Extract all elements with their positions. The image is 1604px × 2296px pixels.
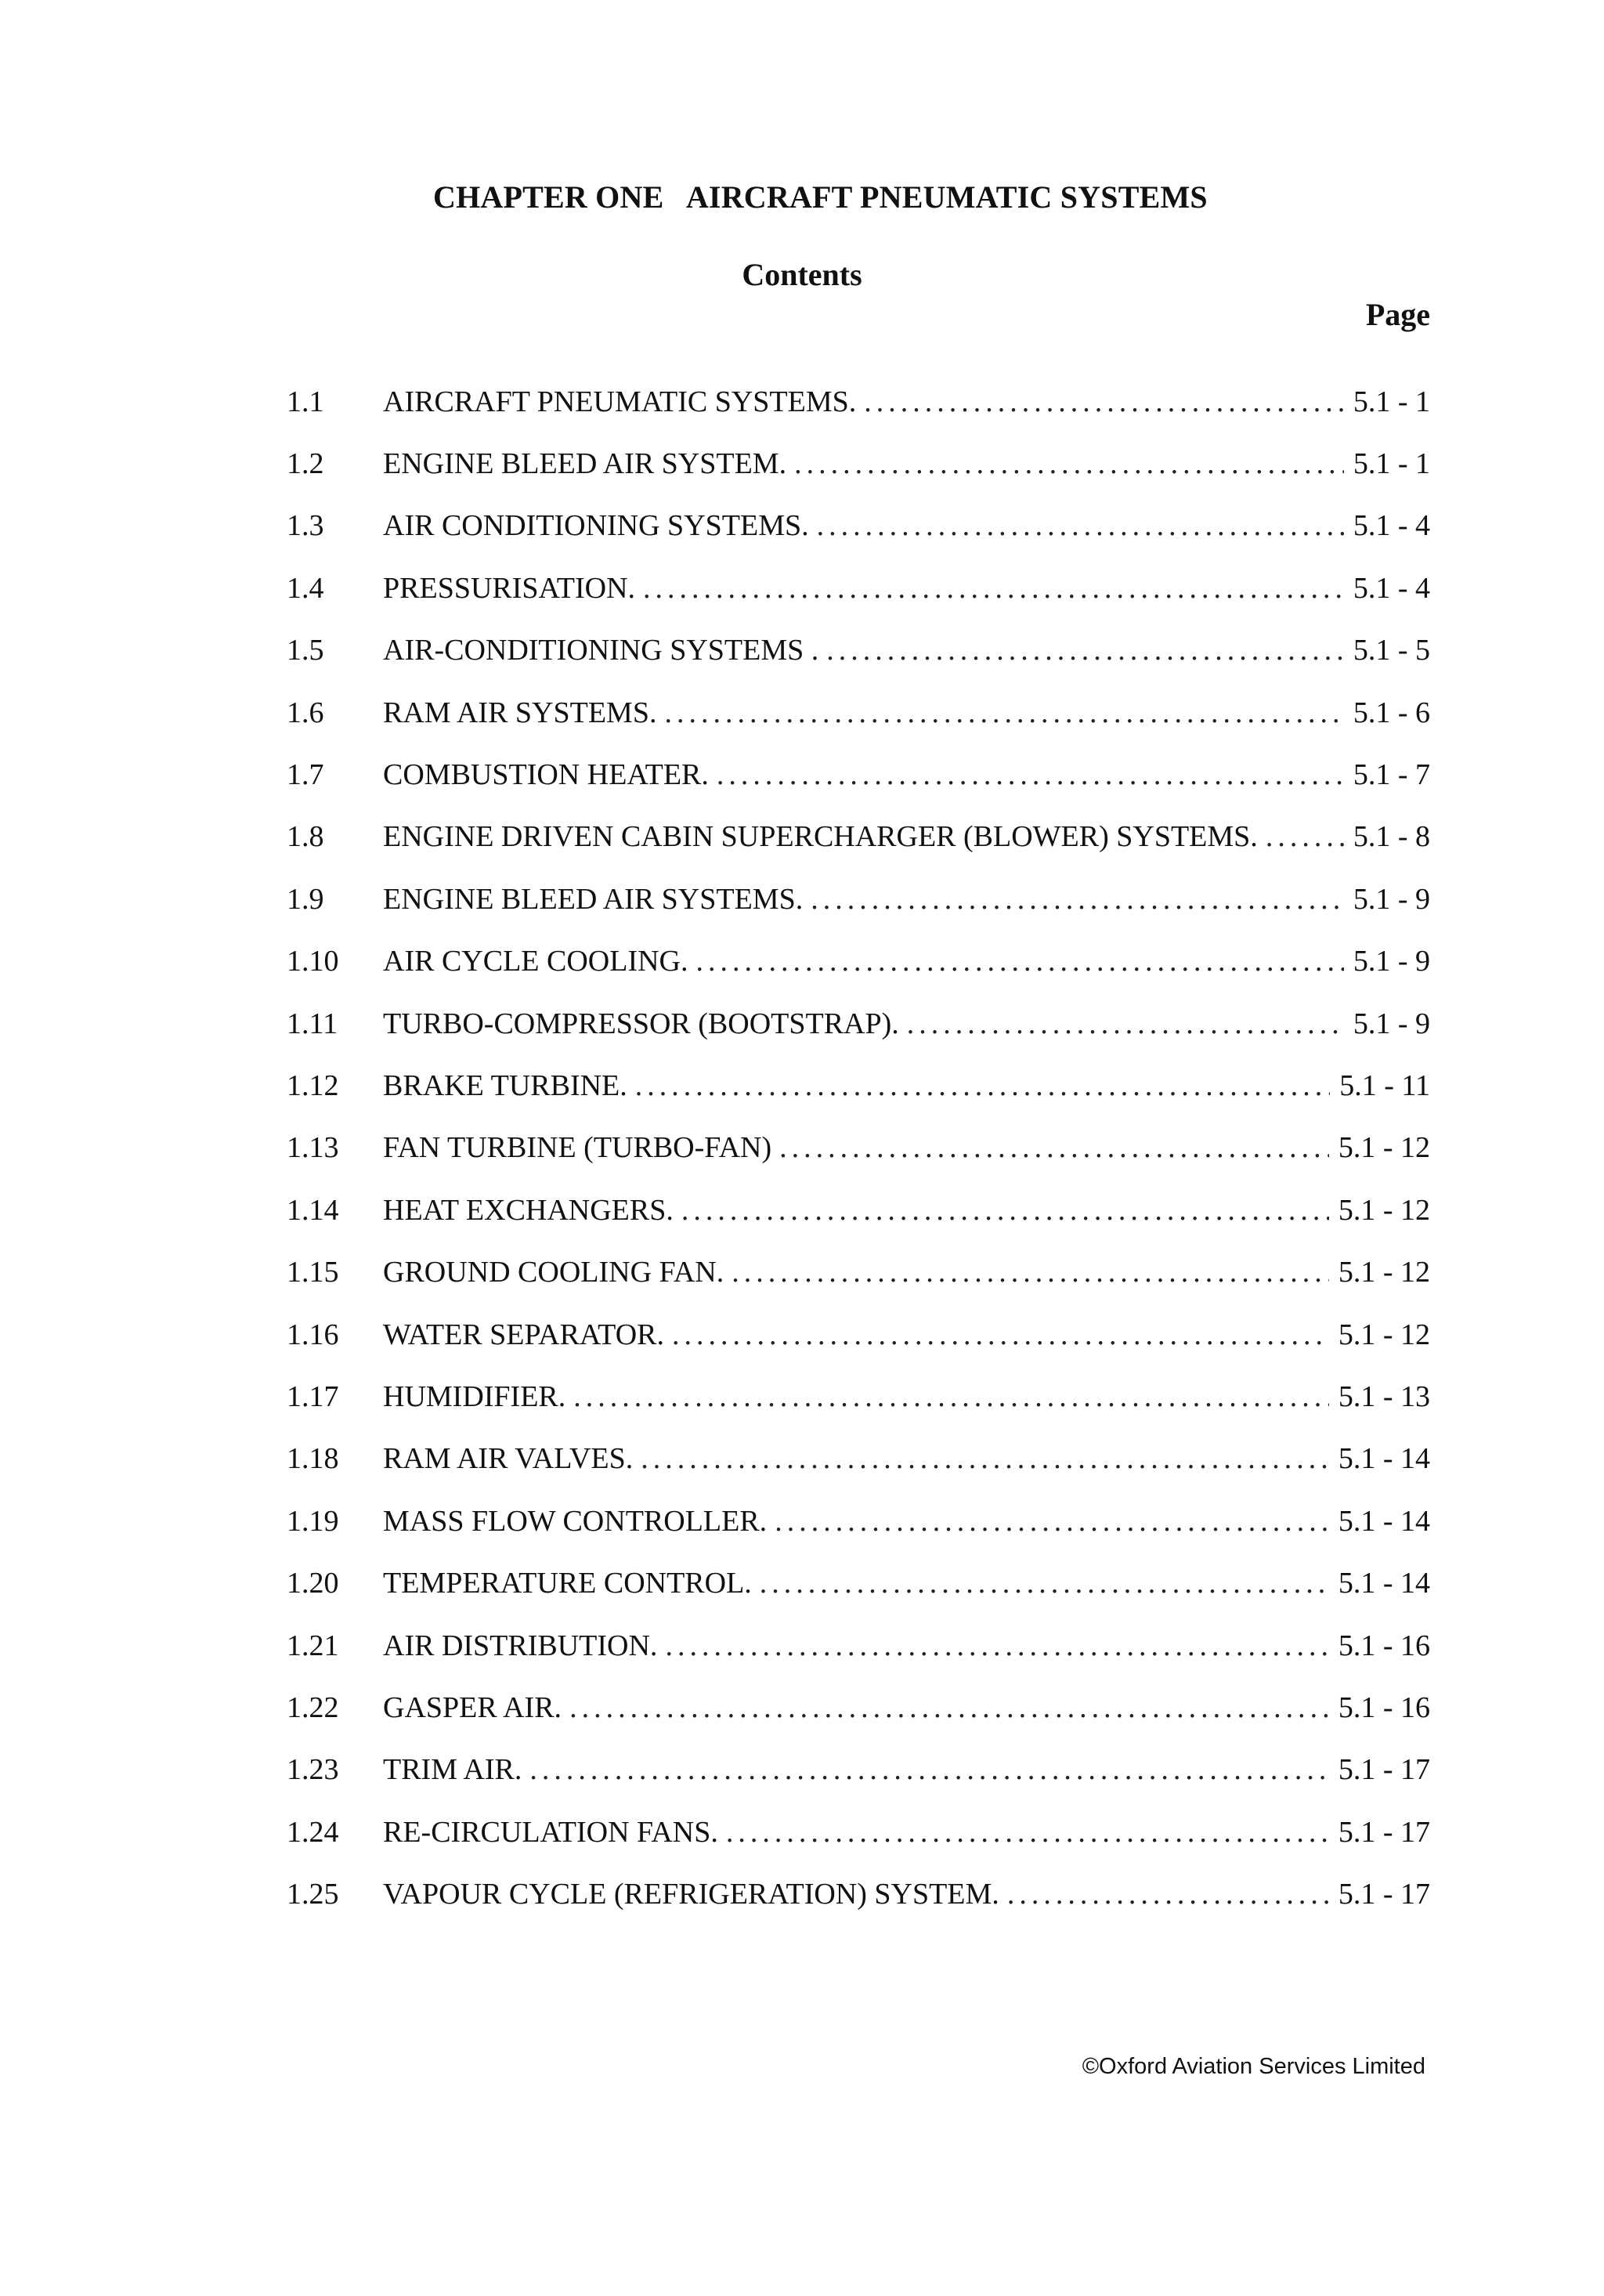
- toc-dot-leader: [665, 1629, 1328, 1663]
- toc-entry: [287, 931, 1430, 993]
- page-column-heading: Page: [1365, 297, 1430, 332]
- toc-entry: [287, 1117, 1430, 1179]
- toc-section-title: PRESSURISATION.: [383, 571, 636, 605]
- toc-section-number: 1.11: [287, 1007, 338, 1040]
- toc-page-number: 5.1 - 16: [1338, 1690, 1430, 1724]
- toc-dot-leader: [732, 1255, 1329, 1289]
- toc-section-title: ENGINE BLEED AIR SYSTEMS.: [383, 882, 804, 916]
- toc-section-title: HUMIDIFIER.: [383, 1379, 566, 1413]
- toc-entry: [287, 1365, 1430, 1427]
- toc-entry: [287, 1863, 1430, 1925]
- toc-page-number: 5.1 - 9: [1353, 882, 1430, 916]
- toc-entry: [287, 1614, 1430, 1676]
- toc-section-number: 1.14: [287, 1193, 339, 1227]
- toc-entry: [287, 432, 1430, 494]
- toc-page-number: 5.1 - 16: [1338, 1629, 1430, 1662]
- toc-entry: [287, 682, 1430, 743]
- toc-page-number: 5.1 - 4: [1353, 571, 1430, 605]
- toc-entry: [287, 1490, 1430, 1552]
- toc-section-number: 1.10: [287, 945, 339, 978]
- toc-page-number: 5.1 - 1: [1353, 385, 1430, 418]
- toc-entry: [287, 806, 1430, 868]
- toc-section-number: 1.13: [287, 1131, 339, 1165]
- toc-section-number: 1.16: [287, 1318, 339, 1351]
- toc-section-number: 1.2: [287, 447, 324, 481]
- toc-page-number: 5.1 - 12: [1338, 1318, 1430, 1351]
- toc-section-number: 1.19: [287, 1504, 339, 1538]
- toc-dot-leader: [726, 1815, 1329, 1849]
- toc-section-number: 1.23: [287, 1753, 339, 1787]
- toc-section-title: RE-CIRCULATION FANS.: [383, 1815, 718, 1849]
- toc-section-title: BRAKE TURBINE.: [383, 1068, 627, 1102]
- toc-section-number: 1.24: [287, 1815, 339, 1849]
- toc-section-number: 1.6: [287, 696, 324, 729]
- toc-dot-leader: [695, 944, 1343, 978]
- toc-dot-leader: [717, 757, 1344, 792]
- toc-entry: [287, 495, 1430, 557]
- toc-page-number: 5.1 - 17: [1338, 1815, 1430, 1849]
- toc-section-number: 1.4: [287, 571, 324, 605]
- toc-section-title: VAPOUR CYCLE (REFRIGERATION) SYSTEM.: [383, 1878, 999, 1911]
- toc-page-number: 5.1 - 7: [1353, 758, 1430, 792]
- toc-section-title: COMBUSTION HEATER.: [383, 758, 709, 792]
- toc-entry: [287, 1054, 1430, 1116]
- toc-page-number: 5.1 - 5: [1353, 634, 1430, 667]
- toc-section-title: ENGINE BLEED AIR SYSTEM.: [383, 447, 787, 481]
- toc-dot-leader: [779, 1130, 1329, 1165]
- toc-section-title: TRIM AIR.: [383, 1753, 522, 1787]
- toc-page-number: 5.1 - 9: [1353, 1007, 1430, 1040]
- toc-dot-leader: [681, 1193, 1329, 1228]
- toc-page-number: 5.1 - 14: [1338, 1442, 1430, 1476]
- toc-entry: [287, 1241, 1430, 1303]
- toc-section-number: 1.3: [287, 509, 324, 543]
- toc-section-title: GROUND COOLING FAN.: [383, 1256, 724, 1289]
- toc-section-title: RAM AIR SYSTEMS.: [383, 696, 657, 729]
- toc-dot-leader: [794, 447, 1344, 481]
- toc-dot-leader: [529, 1752, 1328, 1787]
- toc-section-number: 1.22: [287, 1690, 339, 1724]
- toc-section-number: 1.15: [287, 1256, 339, 1289]
- toc-section-title: RAM AIR VALVES.: [383, 1442, 634, 1476]
- toc-dot-leader: [760, 1566, 1329, 1600]
- toc-page-number: 5.1 - 17: [1338, 1753, 1430, 1787]
- toc-page-number: 5.1 - 9: [1353, 945, 1430, 978]
- toc-page-number: 5.1 - 12: [1338, 1256, 1430, 1289]
- toc-entry: [287, 1676, 1430, 1738]
- toc-page-number: 5.1 - 12: [1338, 1193, 1430, 1227]
- toc-dot-leader: [569, 1690, 1329, 1725]
- toc-section-title: AIR DISTRIBUTION.: [383, 1629, 658, 1662]
- toc-page-number: 5.1 - 6: [1353, 696, 1430, 729]
- toc-section-title: WATER SEPARATOR.: [383, 1318, 664, 1351]
- toc-section-title: FAN TURBINE (TURBO-FAN): [383, 1131, 772, 1165]
- toc-dot-leader: [907, 1007, 1344, 1041]
- toc-section-title: GASPER AIR.: [383, 1690, 562, 1724]
- toc-entry: [287, 993, 1430, 1054]
- toc-entry: [287, 1303, 1430, 1365]
- toc-dot-leader: [826, 633, 1344, 667]
- toc-section-title: AIR CONDITIONING SYSTEMS.: [383, 509, 809, 543]
- toc-section-number: 1.25: [287, 1878, 339, 1911]
- footer-copyright: ©Oxford Aviation Services Limited: [1082, 2054, 1425, 2079]
- toc-section-number: 1.18: [287, 1442, 339, 1476]
- toc-page-number: 5.1 - 14: [1338, 1504, 1430, 1538]
- toc-page-number: 5.1 - 12: [1338, 1131, 1430, 1165]
- toc-dot-leader: [775, 1504, 1329, 1539]
- toc-dot-leader: [1266, 819, 1344, 854]
- toc-dot-leader: [864, 385, 1344, 419]
- toc-entry: [287, 1179, 1430, 1241]
- toc-section-title: ENGINE DRIVEN CABIN SUPERCHARGER (BLOWER) SYSTEMS.: [383, 820, 1258, 854]
- toc-entry: [287, 743, 1430, 805]
- toc-page-number: 5.1 - 11: [1339, 1068, 1430, 1102]
- toc-dot-leader: [635, 1068, 1330, 1103]
- toc-page-number: 5.1 - 8: [1353, 820, 1430, 854]
- toc-dot-leader: [1007, 1877, 1329, 1911]
- toc-dot-leader: [641, 1441, 1329, 1476]
- toc-entry: [287, 1552, 1430, 1614]
- toc-entry: [287, 1801, 1430, 1863]
- toc-section-title: TEMPERATURE CONTROL.: [383, 1567, 752, 1600]
- toc-entry: [287, 557, 1430, 619]
- chapter-title: CHAPTER ONE AIRCRAFT PNEUMATIC SYSTEMS: [433, 179, 1208, 215]
- toc-page-number: 5.1 - 17: [1338, 1878, 1430, 1911]
- toc-section-title: AIRCRAFT PNEUMATIC SYSTEMS.: [383, 385, 857, 418]
- toc-section-number: 1.8: [287, 820, 324, 854]
- toc-dot-leader: [643, 571, 1344, 606]
- contents-heading: Contents: [742, 257, 862, 292]
- toc-section-number: 1.12: [287, 1068, 339, 1102]
- table-of-contents: [287, 371, 1430, 1925]
- toc-section-number: 1.17: [287, 1379, 339, 1413]
- toc-dot-leader: [811, 882, 1344, 917]
- toc-entry: [287, 1428, 1430, 1490]
- toc-section-title: HEAT EXCHANGERS.: [383, 1193, 674, 1227]
- toc-section-number: 1.1: [287, 385, 324, 418]
- toc-entry: [287, 1739, 1430, 1801]
- toc-entry: [287, 620, 1430, 682]
- toc-section-title: TURBO-COMPRESSOR (BOOTSTRAP).: [383, 1007, 899, 1040]
- toc-section-title: MASS FLOW CONTROLLER.: [383, 1504, 768, 1538]
- toc-section-number: 1.9: [287, 882, 324, 916]
- toc-dot-leader: [817, 508, 1344, 543]
- toc-page-number: 5.1 - 14: [1338, 1567, 1430, 1600]
- toc-page-number: 5.1 - 4: [1353, 509, 1430, 543]
- toc-entry: [287, 371, 1430, 432]
- toc-section-title: AIR-CONDITIONING SYSTEMS .: [383, 634, 819, 667]
- toc-dot-leader: [672, 1318, 1329, 1352]
- toc-section-number: 1.7: [287, 758, 324, 792]
- toc-section-number: 1.21: [287, 1629, 339, 1662]
- toc-section-number: 1.20: [287, 1567, 339, 1600]
- toc-dot-leader: [664, 696, 1343, 730]
- toc-page-number: 5.1 - 13: [1338, 1379, 1430, 1413]
- toc-dot-leader: [573, 1379, 1329, 1414]
- toc-section-number: 1.5: [287, 634, 324, 667]
- toc-page-number: 5.1 - 1: [1353, 447, 1430, 481]
- toc-section-title: AIR CYCLE COOLING.: [383, 945, 688, 978]
- toc-entry: [287, 868, 1430, 930]
